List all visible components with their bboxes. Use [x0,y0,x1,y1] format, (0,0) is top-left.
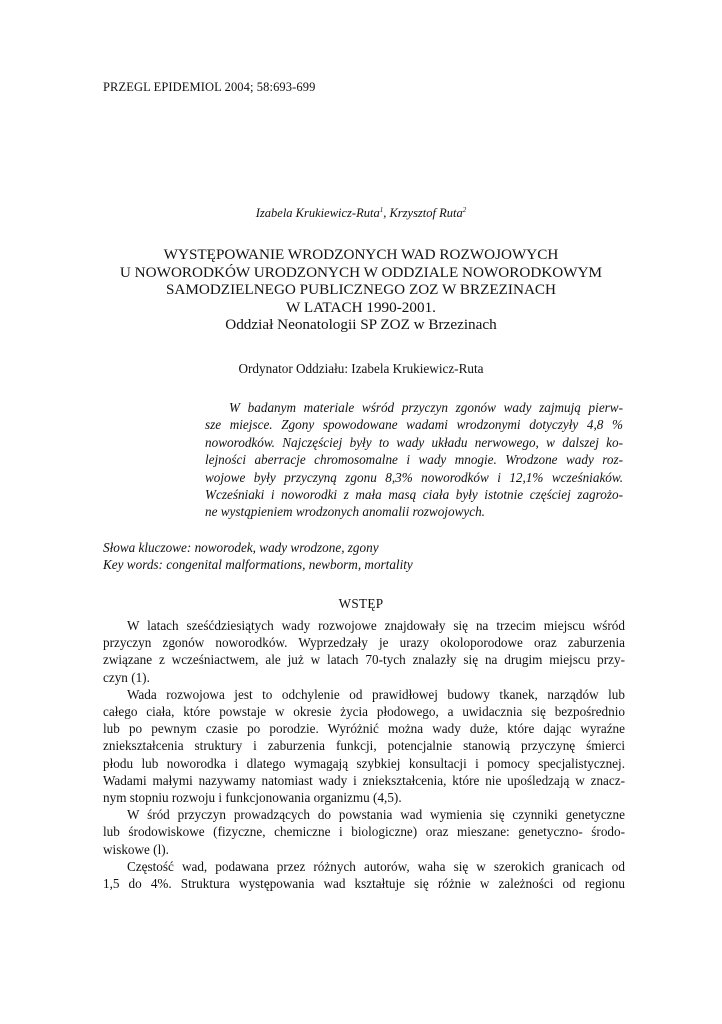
author-2-affiliation-mark: 2 [462,205,467,214]
abstract-line: Wcześniaki i noworodki z mała masą ciała były istotnie częściej zagrożo- [205,487,623,503]
head-of-ward-line: Ordynator Oddziału: Izabela Krukiewicz-Ruta [238,361,484,376]
author-2-name: Krzysztof Ruta [389,206,463,220]
author-1-affiliation-mark: 1 [379,205,384,214]
article-title [60,246,662,334]
abstract-line: lejności aberracje chromosomalne i wady mnogie. Wrodzone wady roz- [205,452,623,468]
section-heading: WSTĘP [338,596,384,611]
body-line: wiskowe (l). [103,841,169,857]
abstract [205,399,623,521]
title-line: U NOWORODKÓW URODZONYCH W ODDZIALE NOWORODKOWYM [119,263,603,281]
abstract-line: ne wystąpieniem wrodzonych anomalii rozwojowych. [205,504,485,520]
title-line: WYSTĘPOWANIE WRODZONYCH WAD ROZWOJOWYCH [163,246,559,263]
body-line: zniekształcenia struktury i zaburzenia funkcji, potencjalnie stanowią przyczynę śmierci [103,738,625,754]
title-line: W LATACH 1990-2001. [286,298,436,316]
keywords-english: Key words: congenital malformations, newborm, mortality [103,557,413,573]
abstract-line: wojowe były przyczyną zgonu 8,3% noworodków i 12,1% wcześniaków. [205,469,623,485]
keywords-polish: Słowa kluczowe: noworodek, wady wrodzone, zgony [103,540,379,555]
author-1-name: Izabela Krukiewicz-Ruta [255,206,380,220]
body-line: czyn (1). [103,669,150,685]
body-line: płodu lub noworodka i dlatego wymagają szybkiej konsultacji i pomocy specjalistycznej. [103,755,625,771]
body-line: Wada rozwojowa jest to odchylenie od prawidłowej budowy tkanek, narządów lub [127,686,625,702]
body-line: nym stopniu rozwoju i funkcjonowania organizmu (4,5). [103,790,402,806]
title-institution-line: Oddział Neonatologii SP ZOZ w Brzezinach [225,316,497,334]
body-line: lub środowiskowe (fizyczne, chemiczne i biologiczne) oraz mieszane: genetyczno- środo- [103,824,625,840]
body-text [103,617,625,892]
body-line: całego ciała, które powstaje w okresie życia płodowego, a uwidacznia się bezpośrednio [103,704,625,720]
body-line: lub po pewnym czasie po porodzie. Wyróżnić można wady duże, które dając wyraźne [103,721,625,737]
abstract-line: sze miejsce. Zgony spowodowane wadami wrodzonymi dotyczyły 4,8 % [205,417,623,433]
abstract-line: noworodków. Najczęściej były to wady układu nerwowego, w dalszej ko- [205,434,623,450]
journal-citation: PRZEGL EPIDEMIOL 2004; 58:693-699 [103,80,316,94]
body-line: W śród przyczyn prowadzących do powstania wad wymienia się czynniki genetyczne [127,807,625,823]
body-line: Częstość wad, podawana przez różnych autorów, waha się w szerokich granicach od [127,858,625,874]
abstract-line: W badanym materiale wśród przyczyn zgonów wady zajmują pierw- [229,400,623,415]
author-line [0,206,722,221]
body-line: Wadami małymi nazywamy natomiast wady i zniekształcenia, które nie upośledzają w znacz- [103,772,625,788]
title-line: SAMODZIELNEGO PUBLICZNEGO ZOZ W BRZEZINACH [165,281,557,299]
author-separator: , [383,206,390,220]
keywords-block [103,539,413,574]
body-line: przyczyn zgonów noworodków. Wyprzedzały je urazy okoloporodowe oraz zaburzenia [103,635,625,651]
body-line: W latach sześćdziesiątych wady rozwojowe znajdowały się na trzecim miejscu wśród [127,618,625,633]
body-line: związane z wcześniactwem, ale już w latach 70-tych znalazły się na drugim miejscu przy- [103,652,625,668]
body-line: 1,5 do 4%. Struktura występowania wad kształtuje się różnie w zależności od regionu [103,876,625,892]
